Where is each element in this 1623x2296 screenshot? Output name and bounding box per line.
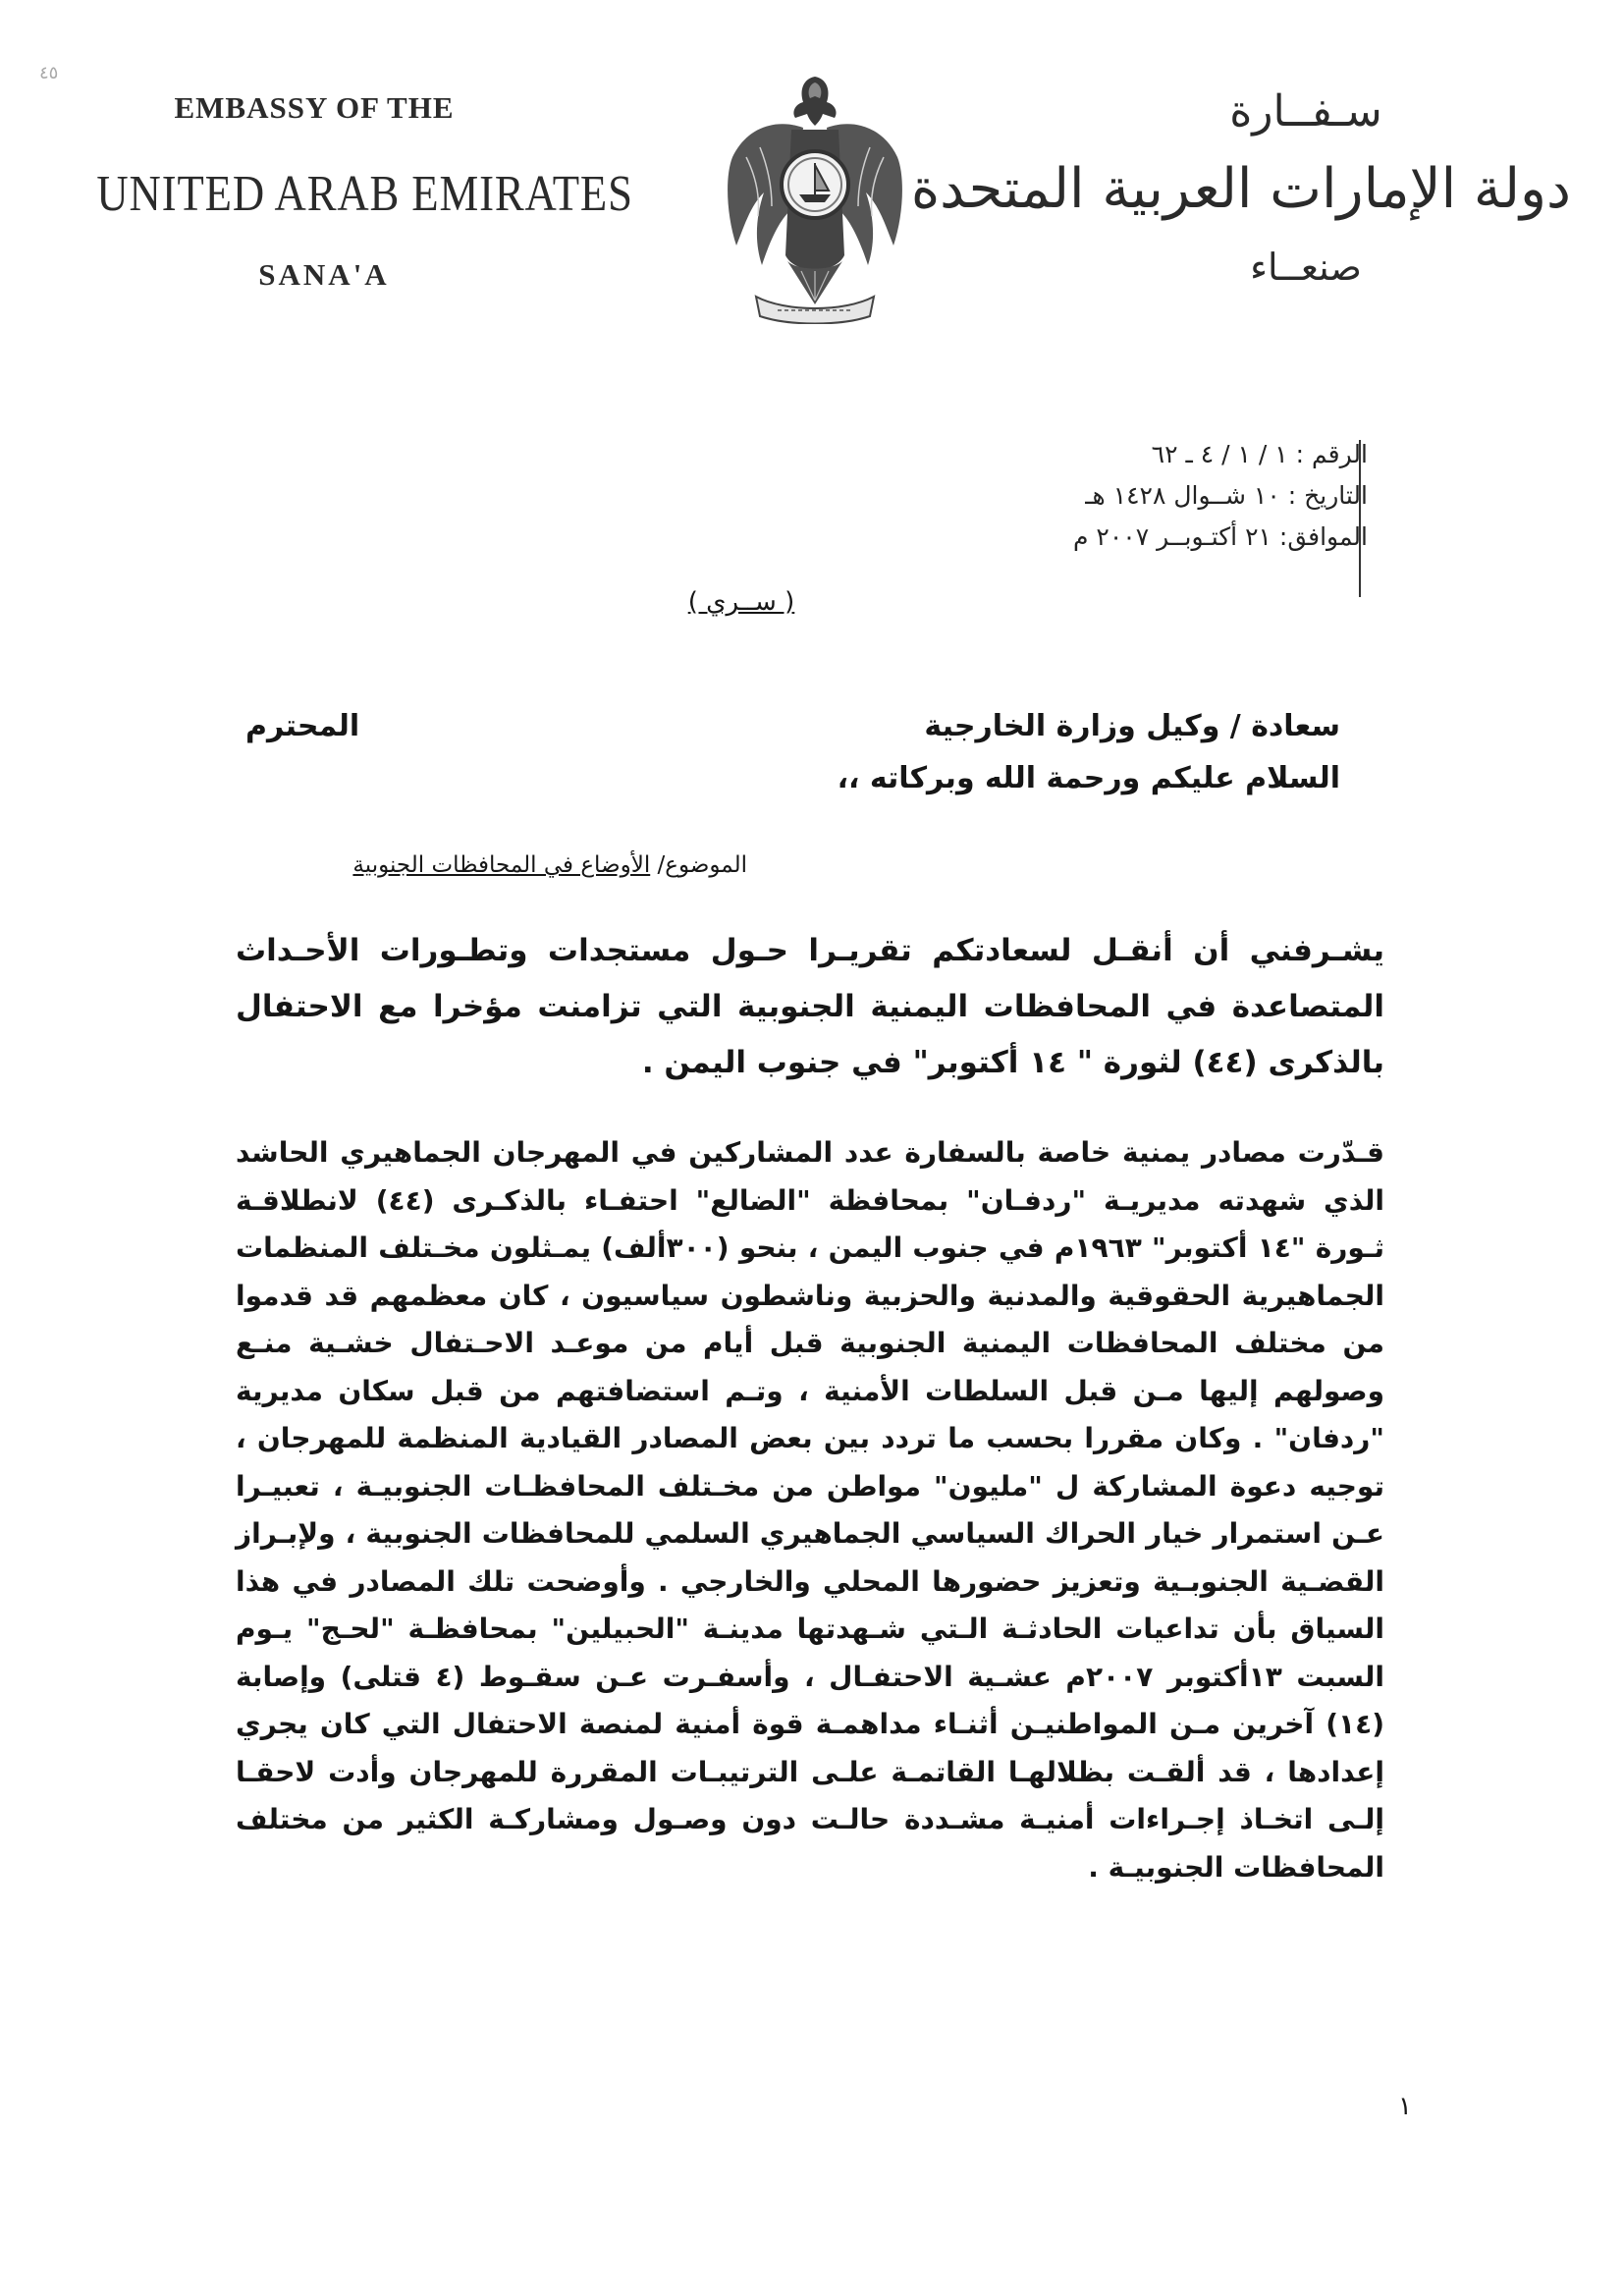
letterhead-arabic-line2: دولة الإمارات العربية المتحدة [910, 157, 1571, 221]
letterhead-english-line2: UNITED ARAB EMIRATES [96, 166, 633, 222]
letterhead-arabic-line1: سـفــارة [1229, 86, 1382, 137]
subject-line [352, 852, 747, 878]
body-paragraph-1: يشـرفني أن أنقـل لسعادتكم تقريـرا حـول مستجدات وتطـورات الأحـداث المتصاعدة في المحافظات اليمنية الجنوبية التي تزامنت مؤخرا مع الاحتفال بالذكرى (٤٤) لثورة " ١٤ أكتوبر" في جنوب اليمن . [236, 933, 1384, 1080]
body-paragraph-2: قـدّرت مصادر يمنية خاصة بالسفارة عدد المشاركين في المهرجان الجماهيري الحاشد الذي شهدته مديريـة "ردفـان" بمحافظة "الضالع" احتفـاء بالذكـرى (٤٤) لانطلاقـة ثـورة "١٤ أكتوبر" ١٩٦٣م في جنوب اليمن ، بنحو (٣٠٠ألف) يمـثلون مخـتلف المنظمات الجماهيرية الحقوقية والمدنية والحزبية وناشطون سياسيون ، كان معظمهم قد قدموا من مختلف المحافظات اليمنية الجنوبية قبل أيام من موعـد الاحـتفال خشـية منـع وصولهم إليها مـن قبل السلطات الأمنية ، وتـم استضافتهم من قبل سكان مديرية "ردفان" . وكان مقررا بحسب ما تردد بين بعض المصادر القيادية المنظمة للمهرجان ، توجيه دعوة المشاركة ل "مليون" مواطن من مخـتلف المحافظـات الجنوبيـة ، تعبيـرا عـن استمرار خيار الحراك السياسي الجماهيري السلمي للمحافظات الجنوبية ، ولإبـراز القضـية الجنوبـية وتعزيز حضورها المحلي والخارجي . وأوضحت تلك المصادر في هذا السياق بأن تداعيات الحادثـة الـتي شـهدتها مدينـة "الحبيلين" بمحافظـة "لحـج" يـوم السبت ١٣أكتوبر ٢٠٠٧م عشـية الاحتفـال ، وأسفـرت عـن سقـوط (٤ قتلى) وإصابة (١٤) آخرين مـن المواطنيـن أثنـاء مداهمـة قوة أمنية لمنصة الاحتفال التي كان يجري إعدادها ، قد ألقـت بظلالهـا القاتمـة علـى الترتيبـات المقررة للمهرجان وأدت لاحقـا إلـى اتخـاذ إجـراءات أمنيـة مشـددة حالـت دون وصـول ومشاركـة الكثير من مختلف المحافظات الجنوبيـة . [236, 1136, 1385, 1884]
letterhead-arabic-line3: صنعــاء [1250, 246, 1362, 289]
margin-line [1359, 440, 1361, 597]
greeting: السلام عليكم ورحمة الله وبركاته ،، [837, 761, 1340, 795]
addressee: سعادة / وكيل وزارة الخارجية [924, 709, 1340, 743]
reference-number [1152, 440, 1368, 468]
reference-date-hijri [1085, 481, 1368, 510]
letterhead-english-line1: EMBASSY OF THE [174, 90, 455, 125]
corner-mark: ٤٥ [39, 63, 59, 83]
subject-value: الأوضاع في المحافظات الجنوبية [352, 852, 651, 878]
reference-greg-label: الموافق: [1278, 522, 1368, 551]
reference-greg-value: ٢١ أكتـوبــر ٢٠٠٧ م [1072, 522, 1271, 551]
reference-date-value: ١٠ شــوال ١٤٢٨ هـ [1085, 481, 1280, 510]
reference-date-gregorian [1073, 522, 1368, 551]
respected-title: المحترم [245, 709, 360, 743]
uae-falcon-emblem-icon [717, 69, 913, 324]
classification-label: ( ســري ) [687, 587, 795, 617]
reference-number-label: الرقم : [1295, 440, 1368, 468]
reference-number-value: ١ / ١ / ٤ ـ ٦٢ [1151, 440, 1288, 468]
page-number: ١ [1398, 2092, 1412, 2121]
letterhead-english-line3: SANA'A [258, 257, 390, 292]
reference-date-label: التاريخ : [1287, 481, 1368, 510]
subject-label: الموضوع/ [650, 852, 747, 878]
